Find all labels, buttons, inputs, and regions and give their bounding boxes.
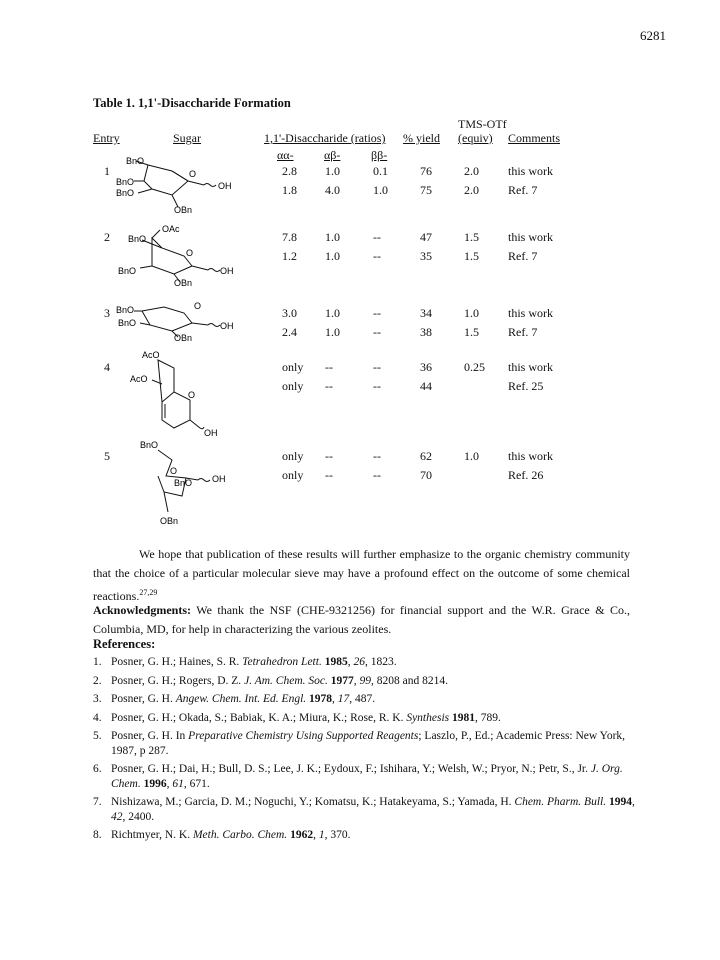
cell-ab: 1.0	[325, 164, 340, 178]
reference-text: 26	[353, 656, 365, 668]
entry-number: 4	[104, 360, 110, 374]
cell-aa: only	[282, 468, 304, 482]
header-tms-bottom: (equiv)	[458, 131, 493, 145]
reference-text: J. Org. Chem.	[111, 763, 623, 790]
reference-text: ,	[631, 796, 635, 808]
cell-ab: --	[325, 449, 333, 463]
reference-number: 6.	[93, 763, 102, 775]
acknowledgments-text: We thank the NSF (CHE-9321256) for financial support and the W.R. Grace & Co., Columbia, MD, for help in characterizing the various zeolites.	[93, 603, 630, 636]
struct2-label-0: OAc	[162, 224, 180, 234]
acknowledgments-label: Acknowledgments:	[93, 603, 191, 617]
cell-aa: 2.4	[282, 325, 297, 339]
reference-text: , 487.	[349, 693, 376, 705]
structure-2	[112, 222, 242, 293]
header-ab: αβ-	[324, 148, 341, 162]
cell-ab: 1.0	[325, 230, 340, 244]
reference-text: , 671.	[183, 777, 210, 790]
page-number: 6281	[640, 28, 666, 43]
reference-text: 1996	[143, 777, 167, 790]
reference-text: Richtmyer, N. K.	[111, 829, 193, 841]
cell-aa: 1.2	[282, 249, 297, 263]
cell-comment: Ref. 7	[508, 249, 538, 263]
reference-text: , 789.	[475, 711, 501, 724]
references-list	[93, 655, 638, 847]
cell-aa: 7.8	[282, 230, 297, 244]
reference-text: Posner, G. H. In	[111, 730, 189, 742]
struct2-label-3: BnO	[118, 266, 137, 276]
cell-yield: 70	[420, 468, 432, 482]
struct1-label-3: O	[189, 169, 197, 179]
cell-comment: this work	[508, 360, 553, 374]
struct3-label-1: O	[194, 301, 202, 311]
reference-text: Preparative Chemistry Using Supported Reagents	[188, 730, 419, 742]
header-bb: ββ-	[371, 148, 388, 162]
reference-text: Posner, G. H.; Dai, H.; Bull, D. S.; Lee, J. K.; Eydoux, F.; Ishihara, Y.; Welsh, W.; Pryor, N.; Petr, S., Jr.	[111, 763, 591, 775]
body-paragraph	[93, 545, 630, 606]
entry-number: 3	[104, 306, 110, 320]
acknowledgments	[93, 601, 630, 639]
struct2-label-4: OH	[220, 266, 234, 276]
reference-text: J. Am. Chem. Soc.	[244, 674, 328, 687]
cell-tms: 2.0	[464, 183, 479, 197]
reference-text: 99	[359, 674, 371, 687]
cell-yield: 35	[420, 249, 432, 263]
header-disaccharide: 1,1'-Disaccharide (ratios)	[264, 131, 386, 145]
reference-text: Posner, G. H.	[111, 693, 176, 705]
reference-number: 5.	[93, 730, 102, 742]
cell-yield: 36	[420, 360, 432, 374]
reference-text: 61	[172, 777, 184, 790]
cell-yield: 44	[420, 379, 432, 393]
cell-bb: --	[373, 230, 381, 244]
cell-yield: 34	[420, 306, 432, 320]
cell-bb: 1.0	[373, 183, 388, 197]
references-heading: References:	[93, 637, 156, 651]
struct1-label-5: OBn	[174, 205, 193, 215]
reference-text: Posner, G. H.; Okada, S.; Babiak, K. A.; Miura, K.; Rose, R. K.	[111, 711, 407, 724]
struct4-label-2: O	[188, 390, 196, 400]
cell-bb: 0.1	[373, 164, 388, 178]
reference-text: , 8208 and 8214.	[370, 674, 448, 687]
entry-number: 2	[104, 230, 110, 244]
cell-comment: this work	[508, 164, 553, 178]
reference-number: 2.	[93, 674, 102, 687]
struct2-label-2: O	[186, 248, 194, 258]
cell-tms: 1.0	[464, 449, 479, 463]
reference-text: Posner, G. H.; Rogers, D. Z.	[111, 674, 245, 687]
structure-4	[112, 350, 242, 445]
reference-text: 1985	[324, 656, 348, 668]
cell-ab: 1.0	[325, 306, 340, 320]
reference-text: 1977	[330, 674, 354, 687]
reference-text: Synthesis	[406, 711, 450, 724]
reference-number: 8.	[93, 829, 102, 841]
struct3-label-4: OBn	[174, 333, 193, 343]
header-yield: % yield	[403, 131, 440, 145]
struct3-label-2: BnO	[118, 318, 137, 328]
cell-aa: 2.8	[282, 164, 297, 178]
cell-comment: Ref. 7	[508, 325, 538, 339]
cell-tms: 1.0	[464, 306, 479, 320]
reference-number: 4.	[93, 711, 102, 724]
body-paragraph-citation: 27,29	[139, 588, 158, 597]
reference-text: 1	[318, 829, 325, 841]
cell-bb: --	[373, 360, 381, 374]
reference-text: ,	[166, 777, 173, 790]
table-title: Table 1. 1,1'-Disaccharide Formation	[93, 96, 291, 110]
cell-tms: 1.5	[464, 249, 479, 263]
cell-ab: --	[325, 379, 333, 393]
cell-aa: 3.0	[282, 306, 297, 320]
reference-text: 42	[111, 810, 123, 823]
cell-bb: --	[373, 468, 381, 482]
reference-item	[93, 711, 638, 726]
structure-3	[112, 297, 242, 348]
cell-comment: Ref. 26	[508, 468, 544, 482]
reference-text: 1962	[290, 829, 314, 841]
reference-text: 1978	[309, 693, 333, 705]
cell-tms: 1.5	[464, 230, 479, 244]
cell-ab: 4.0	[325, 183, 340, 197]
reference-number: 3.	[93, 693, 102, 705]
structure-5	[112, 442, 242, 537]
reference-text: ,	[347, 656, 354, 668]
reference-text: , 1823.	[364, 656, 397, 668]
struct3-label-3: OH	[220, 321, 234, 331]
cell-aa: 1.8	[282, 183, 297, 197]
reference-number: 1.	[93, 656, 102, 668]
cell-yield: 75	[420, 183, 432, 197]
reference-item	[93, 795, 638, 824]
reference-text: ,	[353, 674, 360, 687]
struct5-label-0: BnO	[140, 440, 159, 450]
reference-text: 1994	[608, 796, 632, 808]
reference-text: , 2400.	[122, 810, 155, 823]
reference-text: Tetrahedron Lett.	[242, 656, 322, 668]
reference-item	[93, 828, 638, 843]
structure-1	[112, 155, 242, 220]
reference-text: Chem. Pharm. Bull.	[514, 796, 607, 808]
cell-ab: --	[325, 360, 333, 374]
reference-text: Posner, G. H.; Haines, S. R.	[111, 656, 243, 668]
struct4-label-0: AcO	[142, 350, 160, 360]
cell-yield: 76	[420, 164, 432, 178]
struct5-label-1: O	[170, 466, 178, 476]
cell-bb: --	[373, 379, 381, 393]
cell-tms: 1.5	[464, 325, 479, 339]
header-comments: Comments	[508, 131, 561, 145]
reference-text: 17	[337, 693, 350, 705]
reference-item	[93, 729, 638, 758]
header-tms-top: TMS-OTf	[458, 117, 507, 131]
reference-item	[93, 762, 638, 791]
cell-bb: --	[373, 249, 381, 263]
reference-number: 7.	[93, 796, 102, 808]
struct5-label-4: OBn	[160, 516, 179, 526]
reference-text: , 370.	[324, 829, 351, 841]
cell-aa: only	[282, 449, 304, 463]
cell-comment: this work	[508, 230, 553, 244]
struct1-label-4: OH	[218, 181, 232, 191]
cell-comment: this work	[508, 306, 553, 320]
reference-text: Nishizawa, M.; Garcia, D. M.; Noguchi, Y.; Komatsu, K.; Hatakeyama, S.; Yamada, H.	[111, 796, 515, 808]
reference-item	[93, 655, 638, 670]
cell-bb: --	[373, 449, 381, 463]
struct2-label-5: OBn	[174, 278, 193, 288]
struct4-label-3: OH	[204, 428, 218, 438]
reference-text: Meth. Carbo. Chem.	[192, 829, 288, 841]
entry-number: 1	[104, 164, 110, 178]
struct4-label-1: AcO	[130, 374, 148, 384]
reference-item	[93, 674, 638, 689]
cell-bb: --	[373, 306, 381, 320]
cell-ab: 1.0	[325, 325, 340, 339]
reference-text: ; Laszlo, P., Ed.; Academic Press: New York, 1987, p 287.	[111, 730, 626, 757]
cell-comment: Ref. 7	[508, 183, 538, 197]
struct1-label-1: BnO	[116, 177, 135, 187]
header-sugar: Sugar	[173, 131, 201, 145]
cell-comment: Ref. 25	[508, 379, 544, 393]
reference-text: 1981	[452, 711, 476, 724]
cell-comment: this work	[508, 449, 553, 463]
cell-ab: --	[325, 468, 333, 482]
struct1-label-0: BnO	[126, 156, 145, 166]
header-aa: αα-	[277, 148, 294, 162]
entry-number: 5	[104, 449, 110, 463]
header-entry: Entry	[93, 131, 120, 145]
cell-tms: 2.0	[464, 164, 479, 178]
struct5-label-2: BnO	[174, 478, 193, 488]
struct5-label-3: OH	[212, 474, 226, 484]
cell-ab: 1.0	[325, 249, 340, 263]
cell-bb: --	[373, 325, 381, 339]
cell-aa: only	[282, 360, 304, 374]
reference-item	[93, 692, 638, 707]
struct2-label-1: BnO	[128, 234, 147, 244]
struct3-label-0: BnO	[116, 305, 135, 315]
struct1-label-2: BnO	[116, 188, 135, 198]
cell-yield: 62	[420, 449, 432, 463]
body-paragraph-text: We hope that publication of these results will further emphasize to the organic chemistry community that the choice of a particular molecular sieve may have a profound effect on the outcome of some chemical reactions.	[93, 547, 630, 603]
cell-tms: 0.25	[464, 360, 485, 374]
cell-yield: 38	[420, 325, 432, 339]
cell-yield: 47	[420, 230, 432, 244]
reference-text: Angew. Chem. Int. Ed. Engl.	[175, 693, 307, 705]
reference-text: ,	[313, 829, 319, 841]
cell-aa: only	[282, 379, 304, 393]
reference-text: ,	[332, 693, 338, 705]
